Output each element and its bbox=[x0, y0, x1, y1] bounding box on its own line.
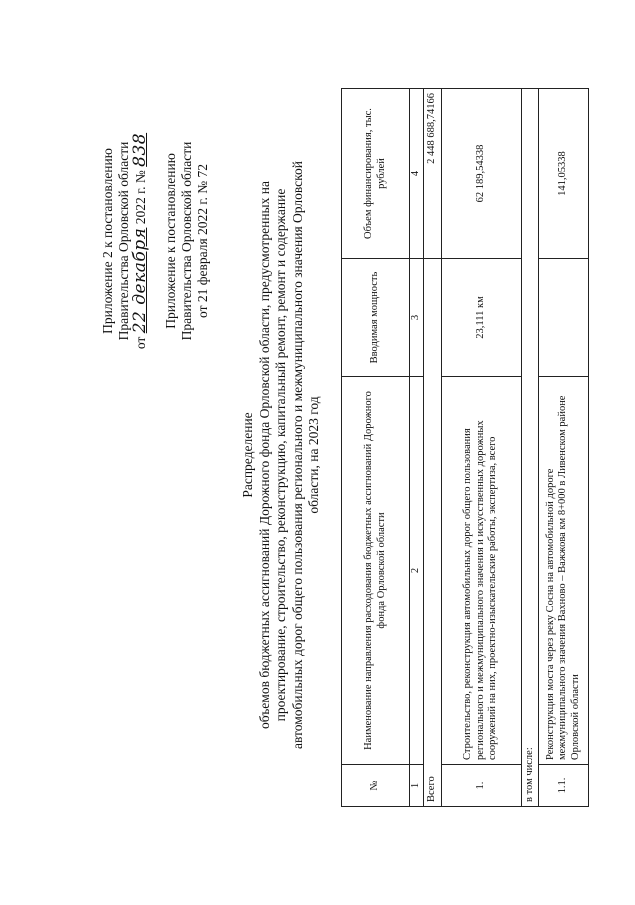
original-appendix-line-3: от 21 февраля 2022 г. № 72 bbox=[195, 164, 210, 318]
table-header-row bbox=[342, 89, 410, 807]
subrow-number: 1.1. bbox=[539, 765, 589, 807]
title-line-1: Распределение bbox=[240, 412, 255, 498]
title-line-2: объемов бюджетных ассигнований Дорожного фонда Орловской области, предусмотренных на bbox=[256, 181, 272, 729]
index-cell: 1 bbox=[410, 765, 424, 807]
allocation-table-wrapper bbox=[341, 89, 589, 807]
row-amount: 62 189,54338 bbox=[441, 89, 521, 259]
subrow-amount: 141,05338 bbox=[539, 89, 589, 259]
table-total-row bbox=[423, 89, 441, 807]
original-appendix-line-1: Приложение к постановлению bbox=[163, 153, 178, 329]
index-cell: 3 bbox=[410, 259, 424, 377]
appendix-header bbox=[100, 61, 211, 421]
table-row bbox=[441, 89, 521, 807]
handwritten-number: 838 bbox=[130, 132, 150, 167]
total-label: Всего bbox=[423, 259, 441, 807]
document-title bbox=[240, 45, 323, 865]
table-index-row bbox=[410, 89, 424, 807]
header-capacity: Вводимая мощность bbox=[342, 259, 410, 377]
subrow-name: Реконструкция моста через реку Сосна на автомобильной дороге межмуниципального значения Вахново – Важжова км 8+000 в Ливенском районе Орловской области bbox=[539, 377, 589, 765]
appendix-line-1: Приложение 2 к постановлению bbox=[100, 148, 115, 334]
appendix-date-prefix: от bbox=[133, 336, 148, 350]
allocation-table bbox=[341, 88, 589, 807]
header-number: № bbox=[342, 765, 410, 807]
appendix-line-2: Правительства Орловской области bbox=[116, 141, 131, 341]
total-amount: 2 448 688,74166 bbox=[423, 89, 441, 259]
row-name: Строительство, реконструкция автомобильных дорог общего пользования регионального и межмуниципального значения и искусственных дорожных сооружений на них, проектно-изыскательские работы, экспертиза, всего bbox=[441, 377, 521, 765]
table-subheader-row bbox=[521, 89, 539, 807]
header-name: Наименование направления расходования бюджетных ассигнований Дорожного фонда Орловской области bbox=[342, 377, 410, 765]
subrow-capacity bbox=[539, 259, 589, 377]
index-cell: 2 bbox=[410, 377, 424, 765]
title-line-5: области, на 2023 год bbox=[306, 396, 321, 514]
row-number: 1. bbox=[441, 765, 521, 807]
subheader-label: в том числе: bbox=[521, 89, 539, 807]
appendix-line-3 bbox=[132, 61, 149, 421]
handwritten-date: 22 декабря bbox=[130, 227, 150, 334]
header-amount: Объем финансирования, тыс. рублей bbox=[342, 89, 410, 259]
row-capacity: 23,111 км bbox=[441, 259, 521, 377]
index-cell: 4 bbox=[410, 89, 424, 259]
appendix-year: 2022 г. № bbox=[133, 170, 148, 225]
original-appendix-line-2: Правительства Орловской области bbox=[179, 141, 194, 341]
table-row bbox=[539, 89, 589, 807]
title-line-4: автомобильных дорог общего пользования регионального и межмуниципального значения Орловской bbox=[289, 161, 305, 749]
title-line-3: проектирование, строительство, реконструкцию, капитальный ремонт, ремонт и содержание bbox=[273, 188, 288, 722]
